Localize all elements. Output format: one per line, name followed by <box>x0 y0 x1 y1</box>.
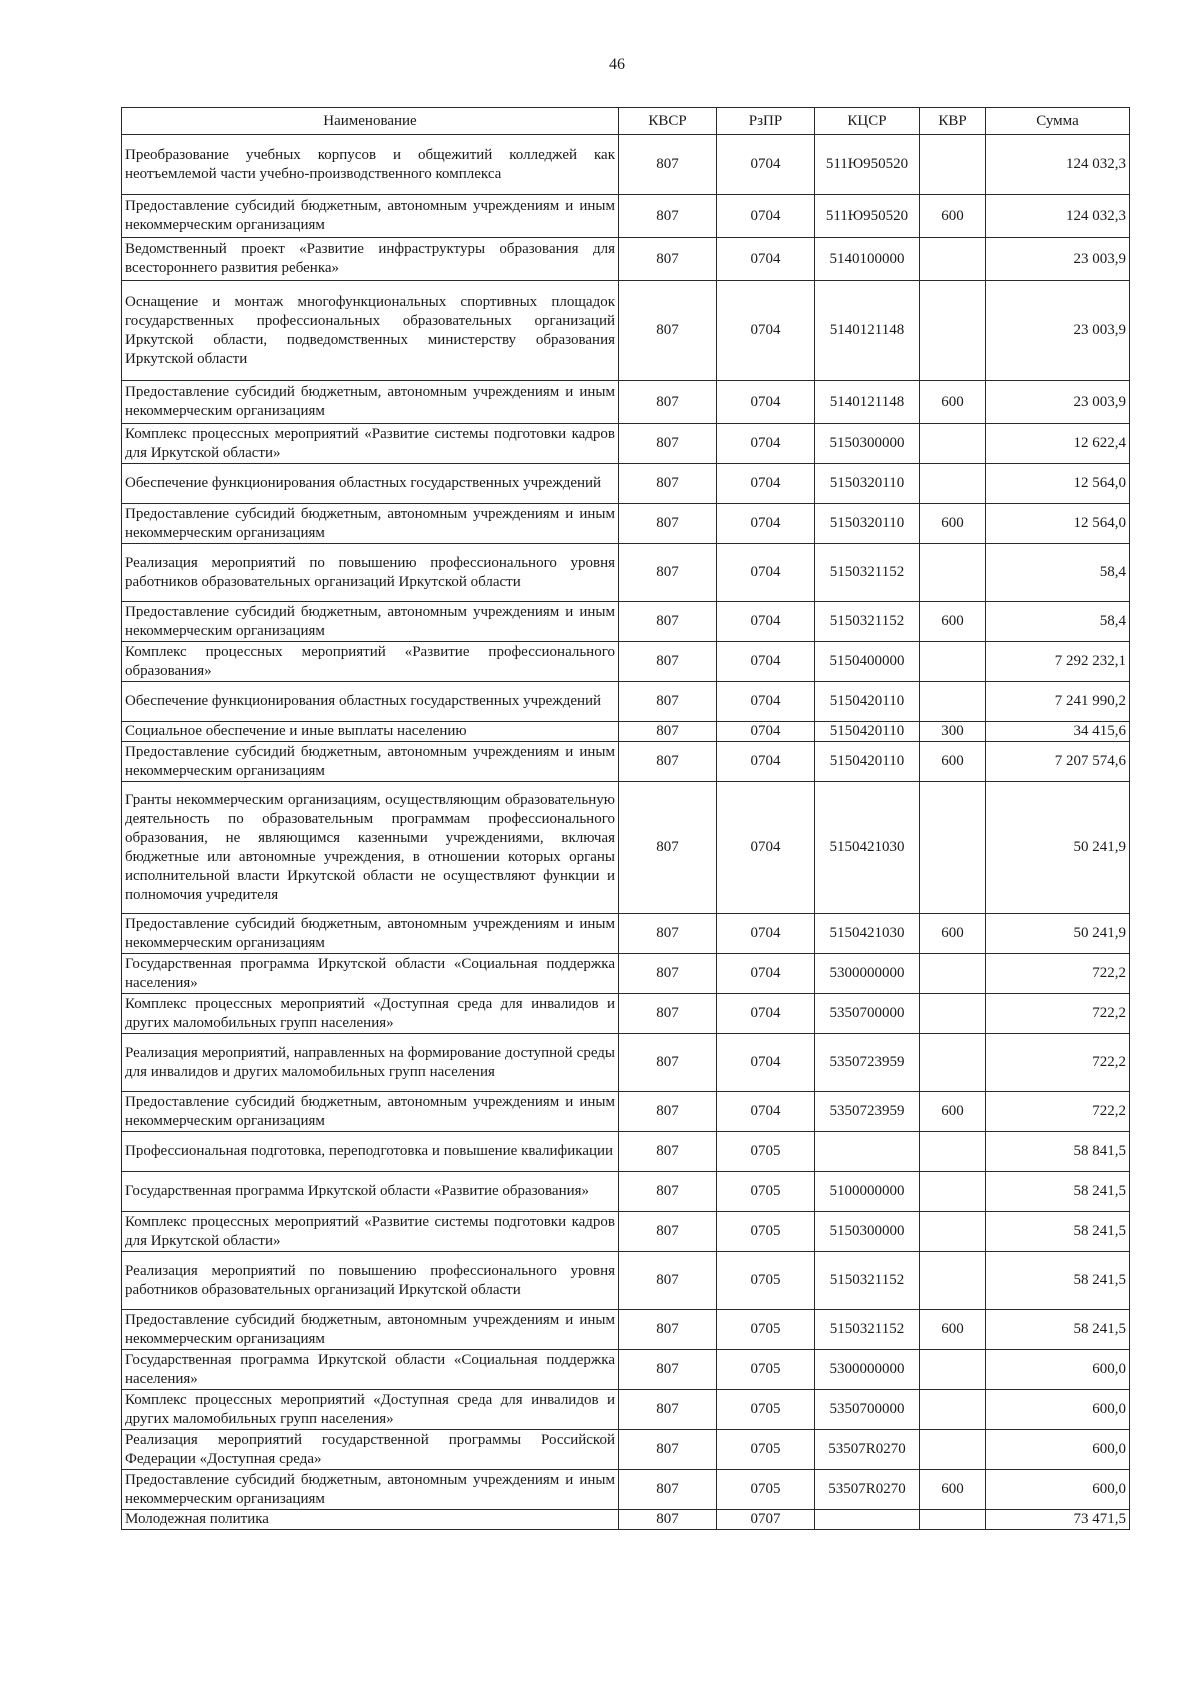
row-kcsr: 5140100000 <box>815 238 920 281</box>
row-rzpr: 0704 <box>717 195 815 238</box>
row-rzpr: 0705 <box>717 1310 815 1350</box>
row-rzpr: 0704 <box>717 1034 815 1092</box>
table-row <box>122 1132 1130 1172</box>
row-kvsr: 807 <box>619 1172 717 1212</box>
row-sum: 50 241,9 <box>986 914 1130 954</box>
row-name: Государственная программа Иркутской области «Социальная поддержка населения» <box>122 1350 619 1390</box>
table-row <box>122 1470 1130 1510</box>
row-name: Предоставление субсидий бюджетным, автономным учреждениям и иным некоммерческим организациям <box>122 1092 619 1132</box>
row-kvr <box>920 1034 986 1092</box>
row-kcsr: 5150321152 <box>815 544 920 602</box>
table-row <box>122 1212 1130 1252</box>
row-kvr <box>920 1510 986 1530</box>
row-kvsr: 807 <box>619 602 717 642</box>
row-kcsr: 5150421030 <box>815 782 920 914</box>
row-name: Профессиональная подготовка, переподготовка и повышение квалификации <box>122 1132 619 1172</box>
row-kcsr: 5150421030 <box>815 914 920 954</box>
row-kvsr: 807 <box>619 381 717 424</box>
row-kvr: 600 <box>920 195 986 238</box>
row-sum: 600,0 <box>986 1390 1130 1430</box>
row-name: Государственная программа Иркутской области «Развитие образования» <box>122 1172 619 1212</box>
row-kcsr: 511Ю950520 <box>815 195 920 238</box>
row-kvr <box>920 782 986 914</box>
header-kvsr: КВСР <box>619 108 717 135</box>
row-kvsr: 807 <box>619 1034 717 1092</box>
row-kcsr <box>815 1510 920 1530</box>
header-name: Наименование <box>122 108 619 135</box>
row-kvsr: 807 <box>619 424 717 464</box>
table-row <box>122 238 1130 281</box>
row-kvr <box>920 1350 986 1390</box>
header-kcsr: КЦСР <box>815 108 920 135</box>
table-row <box>122 722 1130 742</box>
row-rzpr: 0704 <box>717 954 815 994</box>
row-kcsr: 5150300000 <box>815 1212 920 1252</box>
row-kvsr: 807 <box>619 782 717 914</box>
row-sum: 7 241 990,2 <box>986 682 1130 722</box>
row-name: Реализация мероприятий по повышению профессионального уровня работников образовательных организаций Иркутской области <box>122 1252 619 1310</box>
row-rzpr: 0705 <box>717 1390 815 1430</box>
row-rzpr: 0704 <box>717 602 815 642</box>
row-kcsr: 5350723959 <box>815 1092 920 1132</box>
row-kvsr: 807 <box>619 1390 717 1430</box>
row-sum: 50 241,9 <box>986 782 1130 914</box>
row-kcsr: 5150420110 <box>815 722 920 742</box>
row-kvr: 600 <box>920 1310 986 1350</box>
row-sum: 600,0 <box>986 1350 1130 1390</box>
row-kvsr: 807 <box>619 722 717 742</box>
row-sum: 58,4 <box>986 602 1130 642</box>
row-kcsr: 5150320110 <box>815 504 920 544</box>
row-kvr <box>920 994 986 1034</box>
row-kvsr: 807 <box>619 954 717 994</box>
row-rzpr: 0707 <box>717 1510 815 1530</box>
row-kcsr: 5140121148 <box>815 281 920 381</box>
table-row <box>122 1350 1130 1390</box>
row-kcsr: 5150320110 <box>815 464 920 504</box>
table-row <box>122 782 1130 914</box>
row-kvr <box>920 954 986 994</box>
row-kvsr: 807 <box>619 544 717 602</box>
row-kvr: 300 <box>920 722 986 742</box>
row-kvr <box>920 464 986 504</box>
table-row <box>122 381 1130 424</box>
row-kvr <box>920 1172 986 1212</box>
row-sum: 58 241,5 <box>986 1172 1130 1212</box>
row-sum: 722,2 <box>986 1034 1130 1092</box>
row-name: Обеспечение функционирования областных государственных учреждений <box>122 682 619 722</box>
row-kcsr: 5150321152 <box>815 1310 920 1350</box>
table-row <box>122 195 1130 238</box>
row-sum: 722,2 <box>986 994 1130 1034</box>
row-sum: 124 032,3 <box>986 195 1130 238</box>
row-name: Реализация мероприятий по повышению профессионального уровня работников образовательных организаций Иркутской области <box>122 544 619 602</box>
row-kcsr: 5140121148 <box>815 381 920 424</box>
row-sum: 58,4 <box>986 544 1130 602</box>
row-rzpr: 0705 <box>717 1252 815 1310</box>
row-name: Ведомственный проект «Развитие инфраструктуры образования для всестороннего развития ребенка» <box>122 238 619 281</box>
row-kvsr: 807 <box>619 1470 717 1510</box>
page-number: 46 <box>609 56 625 73</box>
row-name: Комплекс процессных мероприятий «Доступная среда для инвалидов и других маломобильных групп населения» <box>122 1390 619 1430</box>
table-row <box>122 424 1130 464</box>
row-name: Предоставление субсидий бюджетным, автономным учреждениям и иным некоммерческим организациям <box>122 1470 619 1510</box>
row-kcsr: 5300000000 <box>815 954 920 994</box>
row-kvr: 600 <box>920 602 986 642</box>
row-rzpr: 0705 <box>717 1212 815 1252</box>
row-rzpr: 0705 <box>717 1350 815 1390</box>
row-rzpr: 0704 <box>717 722 815 742</box>
row-kvr: 600 <box>920 742 986 782</box>
row-kcsr: 5150420110 <box>815 682 920 722</box>
row-name: Преобразование учебных корпусов и общежитий колледжей как неотъемлемой части учебно-производственного комплекса <box>122 135 619 195</box>
row-name: Обеспечение функционирования областных государственных учреждений <box>122 464 619 504</box>
table-row <box>122 742 1130 782</box>
row-rzpr: 0705 <box>717 1470 815 1510</box>
row-kvr: 600 <box>920 1092 986 1132</box>
row-sum: 7 292 232,1 <box>986 642 1130 682</box>
table-row <box>122 544 1130 602</box>
row-sum: 23 003,9 <box>986 238 1130 281</box>
row-name: Предоставление субсидий бюджетным, автономным учреждениям и иным некоммерческим организациям <box>122 381 619 424</box>
row-kvr <box>920 642 986 682</box>
table-row <box>122 1034 1130 1092</box>
row-sum: 7 207 574,6 <box>986 742 1130 782</box>
table-row <box>122 1172 1130 1212</box>
table-row <box>122 504 1130 544</box>
row-kvsr: 807 <box>619 1310 717 1350</box>
row-sum: 722,2 <box>986 1092 1130 1132</box>
row-kvr <box>920 682 986 722</box>
row-kvsr: 807 <box>619 281 717 381</box>
row-kvsr: 807 <box>619 1212 717 1252</box>
row-kvsr: 807 <box>619 742 717 782</box>
row-kvr <box>920 1390 986 1430</box>
row-name: Предоставление субсидий бюджетным, автономным учреждениям и иным некоммерческим организациям <box>122 1310 619 1350</box>
row-kvsr: 807 <box>619 682 717 722</box>
header-kvr: КВР <box>920 108 986 135</box>
table-row <box>122 464 1130 504</box>
budget-table <box>121 107 1130 1530</box>
table-row <box>122 954 1130 994</box>
table-row <box>122 602 1130 642</box>
table-row <box>122 1510 1130 1530</box>
row-name: Предоставление субсидий бюджетным, автономным учреждениям и иным некоммерческим организациям <box>122 742 619 782</box>
row-kvsr: 807 <box>619 994 717 1034</box>
row-sum: 600,0 <box>986 1470 1130 1510</box>
row-rzpr: 0704 <box>717 424 815 464</box>
row-rzpr: 0704 <box>717 504 815 544</box>
row-kcsr: 511Ю950520 <box>815 135 920 195</box>
row-rzpr: 0704 <box>717 1092 815 1132</box>
row-kvr: 600 <box>920 504 986 544</box>
row-sum: 34 415,6 <box>986 722 1130 742</box>
row-kvsr: 807 <box>619 642 717 682</box>
row-kvr <box>920 544 986 602</box>
row-kcsr: 5150400000 <box>815 642 920 682</box>
table-row <box>122 281 1130 381</box>
table-row <box>122 1310 1130 1350</box>
row-rzpr: 0704 <box>717 782 815 914</box>
row-rzpr: 0704 <box>717 544 815 602</box>
row-sum: 12 622,4 <box>986 424 1130 464</box>
row-kcsr: 5150420110 <box>815 742 920 782</box>
row-sum: 58 841,5 <box>986 1132 1130 1172</box>
row-rzpr: 0704 <box>717 914 815 954</box>
row-rzpr: 0705 <box>717 1132 815 1172</box>
row-kvr <box>920 1252 986 1310</box>
row-rzpr: 0705 <box>717 1430 815 1470</box>
row-kcsr: 5100000000 <box>815 1172 920 1212</box>
row-name: Молодежная политика <box>122 1510 619 1530</box>
row-name: Предоставление субсидий бюджетным, автономным учреждениям и иным некоммерческим организациям <box>122 914 619 954</box>
row-rzpr: 0704 <box>717 682 815 722</box>
table-row <box>122 914 1130 954</box>
row-kvsr: 807 <box>619 238 717 281</box>
row-kvr: 600 <box>920 914 986 954</box>
row-kvr: 600 <box>920 1470 986 1510</box>
table-body <box>122 135 1130 1530</box>
row-name: Предоставление субсидий бюджетным, автономным учреждениям и иным некоммерческим организациям <box>122 195 619 238</box>
row-kvsr: 807 <box>619 135 717 195</box>
row-kvr <box>920 135 986 195</box>
row-kcsr: 5350700000 <box>815 1390 920 1430</box>
row-kvsr: 807 <box>619 1092 717 1132</box>
row-rzpr: 0704 <box>717 281 815 381</box>
row-rzpr: 0704 <box>717 381 815 424</box>
table-row <box>122 1390 1130 1430</box>
row-kcsr: 53507R0270 <box>815 1470 920 1510</box>
table-row <box>122 1092 1130 1132</box>
table-row <box>122 642 1130 682</box>
header-sum: Сумма <box>986 108 1130 135</box>
row-name: Реализация мероприятий государственной программы Российской Федерации «Доступная среда» <box>122 1430 619 1470</box>
row-rzpr: 0704 <box>717 994 815 1034</box>
header-rzpr: РзПР <box>717 108 815 135</box>
row-kvsr: 807 <box>619 1132 717 1172</box>
row-kvsr: 807 <box>619 504 717 544</box>
row-sum: 23 003,9 <box>986 281 1130 381</box>
row-name: Социальное обеспечение и иные выплаты населению <box>122 722 619 742</box>
table-row <box>122 682 1130 722</box>
row-kcsr: 5350700000 <box>815 994 920 1034</box>
row-sum: 58 241,5 <box>986 1252 1130 1310</box>
row-kcsr: 53507R0270 <box>815 1430 920 1470</box>
row-name: Гранты некоммерческим организациям, осуществляющим образовательную деятельность по образовательным программам профессионального образования, не являющимся казенными учреждениями, включая бюджетные или автономные учреждения, в отношении которых органы исполнительной власти Иркутской области не осуществляют функции и полномочия учредителя <box>122 782 619 914</box>
row-kvr <box>920 238 986 281</box>
table-row <box>122 994 1130 1034</box>
row-kvsr: 807 <box>619 1430 717 1470</box>
row-kvsr: 807 <box>619 195 717 238</box>
row-name: Комплекс процессных мероприятий «Развитие системы подготовки кадров для Иркутской области» <box>122 424 619 464</box>
row-rzpr: 0704 <box>717 464 815 504</box>
row-kcsr: 5350723959 <box>815 1034 920 1092</box>
row-kcsr: 5300000000 <box>815 1350 920 1390</box>
row-kvsr: 807 <box>619 1510 717 1530</box>
row-rzpr: 0704 <box>717 642 815 682</box>
row-name: Оснащение и монтаж многофункциональных спортивных площадок государственных профессиональных образовательных организаций Иркутской области, подведомственных министерству образования Иркутской области <box>122 281 619 381</box>
row-sum: 23 003,9 <box>986 381 1130 424</box>
row-kvsr: 807 <box>619 464 717 504</box>
table-row <box>122 135 1130 195</box>
row-sum: 12 564,0 <box>986 504 1130 544</box>
row-sum: 58 241,5 <box>986 1310 1130 1350</box>
row-kvsr: 807 <box>619 1252 717 1310</box>
row-kcsr <box>815 1132 920 1172</box>
row-sum: 58 241,5 <box>986 1212 1130 1252</box>
table-row <box>122 1252 1130 1310</box>
row-sum: 12 564,0 <box>986 464 1130 504</box>
row-kvsr: 807 <box>619 1350 717 1390</box>
row-kcsr: 5150321152 <box>815 1252 920 1310</box>
row-sum: 73 471,5 <box>986 1510 1130 1530</box>
row-kcsr: 5150300000 <box>815 424 920 464</box>
row-kvsr: 807 <box>619 914 717 954</box>
row-name: Предоставление субсидий бюджетным, автономным учреждениям и иным некоммерческим организациям <box>122 602 619 642</box>
table-header-row <box>122 108 1130 135</box>
row-rzpr: 0705 <box>717 1172 815 1212</box>
row-name: Комплекс процессных мероприятий «Развитие системы подготовки кадров для Иркутской области» <box>122 1212 619 1252</box>
row-sum: 600,0 <box>986 1430 1130 1470</box>
row-name: Предоставление субсидий бюджетным, автономным учреждениям и иным некоммерческим организациям <box>122 504 619 544</box>
row-rzpr: 0704 <box>717 135 815 195</box>
row-kcsr: 5150321152 <box>815 602 920 642</box>
table-row <box>122 1430 1130 1470</box>
row-kvr <box>920 281 986 381</box>
row-sum: 722,2 <box>986 954 1130 994</box>
row-rzpr: 0704 <box>717 238 815 281</box>
row-kvr <box>920 424 986 464</box>
row-kvr <box>920 1132 986 1172</box>
row-name: Государственная программа Иркутской области «Социальная поддержка населения» <box>122 954 619 994</box>
row-name: Комплекс процессных мероприятий «Развитие профессионального образования» <box>122 642 619 682</box>
row-kvr: 600 <box>920 381 986 424</box>
row-sum: 124 032,3 <box>986 135 1130 195</box>
row-rzpr: 0704 <box>717 742 815 782</box>
row-name: Комплекс процессных мероприятий «Доступная среда для инвалидов и других маломобильных групп населения» <box>122 994 619 1034</box>
row-kvr <box>920 1430 986 1470</box>
row-name: Реализация мероприятий, направленных на формирование доступной среды для инвалидов и других маломобильных групп населения <box>122 1034 619 1092</box>
row-kvr <box>920 1212 986 1252</box>
